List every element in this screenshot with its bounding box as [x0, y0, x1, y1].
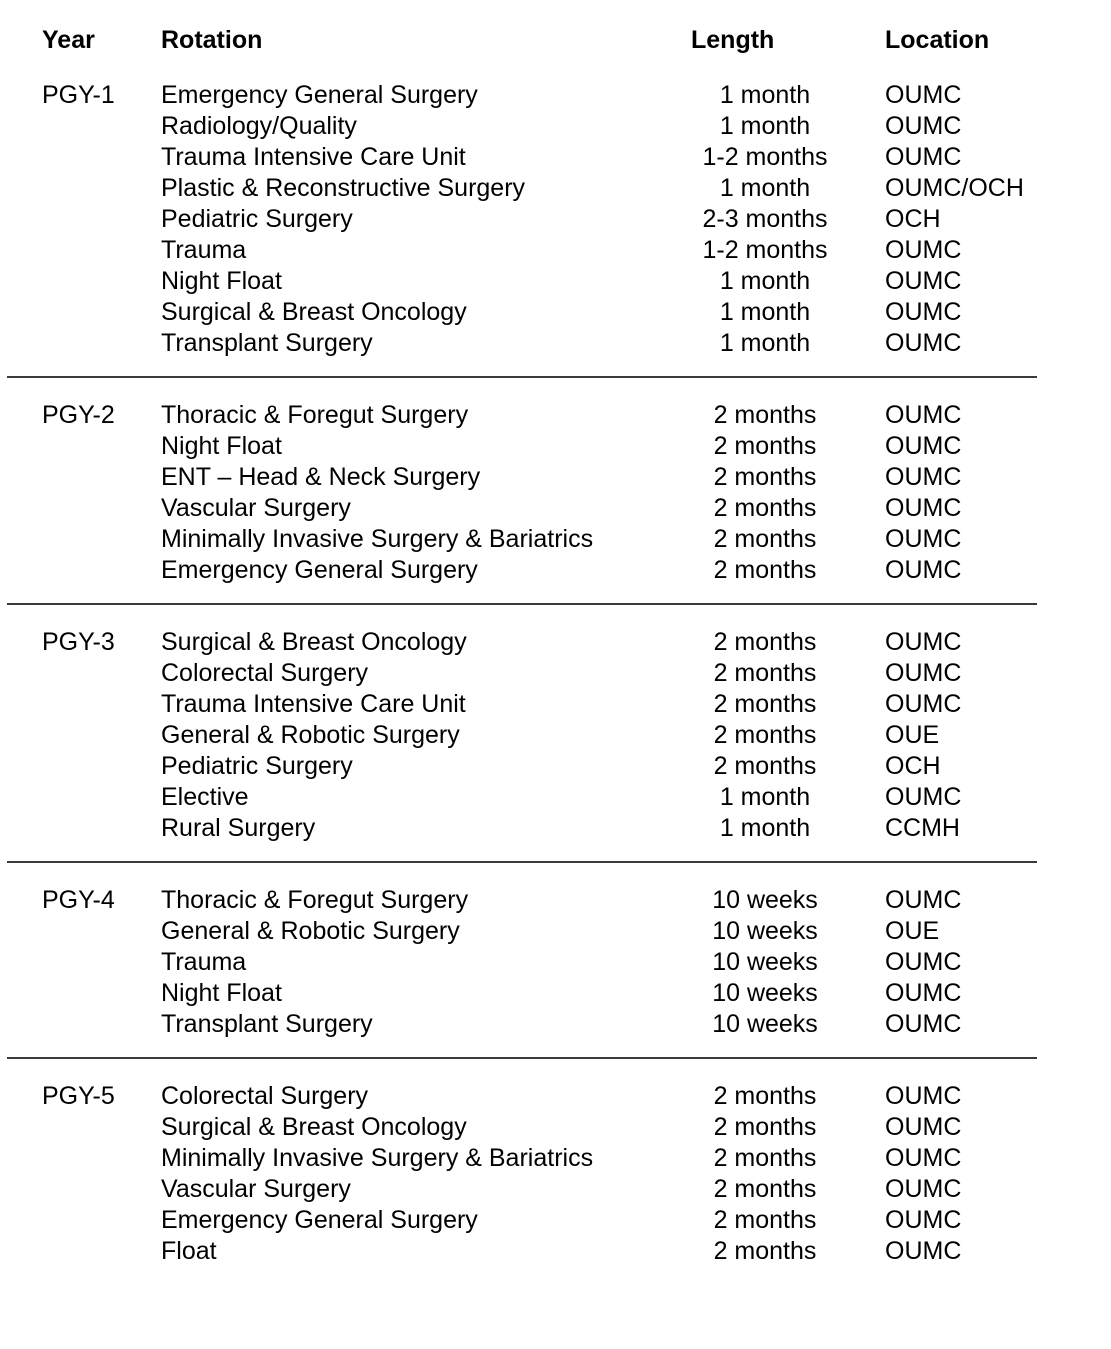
cell-location: OUMC [885, 463, 962, 491]
table-row [0, 885, 1111, 916]
cell-rotation: Surgical & Breast Oncology [161, 1113, 467, 1141]
cell-length: 1 month [719, 174, 811, 202]
cell-length: 1 month [719, 81, 811, 109]
table-row [0, 813, 1111, 844]
table-row [0, 978, 1111, 1009]
table-row [0, 947, 1111, 978]
table-row [0, 1174, 1111, 1205]
cell-location: OUMC [885, 1206, 962, 1234]
cell-rotation: Trauma Intensive Care Unit [161, 690, 466, 718]
table-row [0, 1143, 1111, 1174]
column-header-rotation: Rotation [161, 26, 263, 54]
column-header-location: Location [885, 26, 990, 54]
cell-length: 2 months [713, 1082, 817, 1110]
table-row [0, 142, 1111, 173]
table-row [0, 235, 1111, 266]
cell-rotation: Pediatric Surgery [161, 205, 353, 233]
cell-location: OUMC [885, 1010, 962, 1038]
cell-year: PGY-4 [42, 886, 115, 914]
cell-location: OCH [885, 752, 941, 780]
cell-location: OUMC [885, 1175, 962, 1203]
table-row [0, 204, 1111, 235]
cell-length: 1 month [719, 112, 811, 140]
cell-location: OUMC [885, 948, 962, 976]
table-row [0, 524, 1111, 555]
cell-rotation: Thoracic & Foregut Surgery [161, 886, 469, 914]
cell-length: 1-2 months [702, 143, 828, 171]
header-spacer [0, 68, 1111, 80]
cell-length: 10 weeks [712, 917, 818, 945]
cell-length: 2 months [713, 1237, 817, 1265]
cell-rotation: Minimally Invasive Surgery & Bariatrics [161, 1144, 594, 1172]
cell-location: OUMC [885, 783, 962, 811]
table-row [0, 1236, 1111, 1267]
group-gap [0, 1040, 1111, 1057]
year-group-pgy-3 [0, 627, 1111, 844]
cell-location: CCMH [885, 814, 960, 842]
column-header-length: Length [691, 26, 775, 54]
cell-length: 2 months [713, 1175, 817, 1203]
cell-location: OUMC [885, 143, 962, 171]
cell-length: 2 months [713, 432, 817, 460]
group-gap [0, 605, 1111, 627]
cell-location: OUMC [885, 236, 962, 264]
cell-length: 2 months [713, 1206, 817, 1234]
cell-rotation: General & Robotic Surgery [161, 721, 460, 749]
table-row [0, 297, 1111, 328]
cell-length: 1 month [719, 329, 811, 357]
table-row [0, 266, 1111, 297]
cell-location: OUMC [885, 267, 962, 295]
cell-length: 2 months [713, 401, 817, 429]
cell-rotation: Pediatric Surgery [161, 752, 353, 780]
cell-location: OUMC [885, 1144, 962, 1172]
column-header-year: Year [42, 26, 95, 54]
cell-rotation: Colorectal Surgery [161, 659, 369, 687]
table-row [0, 916, 1111, 947]
table-row [0, 80, 1111, 111]
table-row [0, 462, 1111, 493]
cell-rotation: Night Float [161, 979, 282, 1007]
cell-length: 1 month [719, 267, 811, 295]
cell-rotation: Surgical & Breast Oncology [161, 628, 467, 656]
table-row [0, 1081, 1111, 1112]
cell-rotation: Trauma Intensive Care Unit [161, 143, 466, 171]
group-gap [0, 378, 1111, 400]
cell-year: PGY-2 [42, 401, 115, 429]
table-row [0, 689, 1111, 720]
table-row [0, 555, 1111, 586]
cell-location: OUMC/OCH [885, 174, 1024, 202]
cell-length: 10 weeks [712, 979, 818, 1007]
cell-year: PGY-3 [42, 628, 115, 656]
cell-rotation: Rural Surgery [161, 814, 316, 842]
table-row [0, 782, 1111, 813]
cell-location: OUMC [885, 494, 962, 522]
table-row [0, 658, 1111, 689]
cell-location: OUMC [885, 81, 962, 109]
cell-rotation: Transplant Surgery [161, 329, 373, 357]
table-row [0, 627, 1111, 658]
group-gap [0, 586, 1111, 603]
cell-rotation: Trauma [161, 948, 247, 976]
cell-rotation: General & Robotic Surgery [161, 917, 460, 945]
cell-length: 1-2 months [702, 236, 828, 264]
cell-length: 2-3 months [702, 205, 828, 233]
cell-location: OUMC [885, 886, 962, 914]
cell-rotation: Emergency General Surgery [161, 556, 478, 584]
cell-location: OUE [885, 721, 940, 749]
cell-location: OUMC [885, 556, 962, 584]
cell-rotation: Transplant Surgery [161, 1010, 373, 1038]
cell-rotation: Vascular Surgery [161, 494, 351, 522]
cell-location: OUMC [885, 112, 962, 140]
year-group-pgy-2 [0, 400, 1111, 586]
cell-rotation: Vascular Surgery [161, 1175, 351, 1203]
cell-location: OUMC [885, 1237, 962, 1265]
cell-year: PGY-1 [42, 81, 115, 109]
cell-length: 2 months [713, 556, 817, 584]
cell-rotation: Elective [161, 783, 249, 811]
table-header-row [0, 0, 1111, 68]
cell-location: OUE [885, 917, 940, 945]
cell-rotation: Surgical & Breast Oncology [161, 298, 467, 326]
cell-length: 10 weeks [712, 948, 818, 976]
cell-length: 2 months [713, 752, 817, 780]
cell-length: 1 month [719, 814, 811, 842]
cell-location: OUMC [885, 401, 962, 429]
year-group-pgy-4 [0, 885, 1111, 1040]
year-group-pgy-5 [0, 1081, 1111, 1267]
table-row [0, 400, 1111, 431]
table-row [0, 720, 1111, 751]
cell-length: 2 months [713, 525, 817, 553]
cell-location: OUMC [885, 1082, 962, 1110]
cell-length: 2 months [713, 1144, 817, 1172]
cell-rotation: Trauma [161, 236, 247, 264]
cell-length: 1 month [719, 783, 811, 811]
cell-rotation: Night Float [161, 267, 282, 295]
cell-location: OUMC [885, 628, 962, 656]
cell-rotation: Colorectal Surgery [161, 1082, 369, 1110]
cell-length: 10 weeks [712, 886, 818, 914]
table-row [0, 1112, 1111, 1143]
cell-location: OUMC [885, 690, 962, 718]
cell-length: 2 months [713, 628, 817, 656]
cell-length: 1 month [719, 298, 811, 326]
cell-length: 2 months [713, 690, 817, 718]
table-row [0, 1009, 1111, 1040]
cell-location: OUMC [885, 659, 962, 687]
cell-length: 2 months [713, 659, 817, 687]
cell-rotation: Float [161, 1237, 217, 1265]
cell-length: 10 weeks [712, 1010, 818, 1038]
year-group-pgy-1 [0, 80, 1111, 359]
cell-rotation: Emergency General Surgery [161, 81, 478, 109]
cell-length: 2 months [713, 721, 817, 749]
group-gap [0, 359, 1111, 376]
group-gap [0, 863, 1111, 885]
cell-rotation: Emergency General Surgery [161, 1206, 478, 1234]
cell-location: OUMC [885, 1113, 962, 1141]
cell-length: 2 months [713, 463, 817, 491]
cell-rotation: Thoracic & Foregut Surgery [161, 401, 469, 429]
table-row [0, 493, 1111, 524]
table-row [0, 1205, 1111, 1236]
cell-location: OUMC [885, 432, 962, 460]
group-gap [0, 1059, 1111, 1081]
table-row [0, 111, 1111, 142]
cell-length: 2 months [713, 1113, 817, 1141]
cell-length: 2 months [713, 494, 817, 522]
cell-location: OUMC [885, 298, 962, 326]
cell-location: OUMC [885, 979, 962, 1007]
cell-location: OCH [885, 205, 941, 233]
cell-year: PGY-5 [42, 1082, 115, 1110]
table-body [0, 80, 1111, 1267]
group-gap [0, 844, 1111, 861]
table-row [0, 751, 1111, 782]
cell-rotation: ENT – Head & Neck Surgery [161, 463, 481, 491]
cell-rotation: Night Float [161, 432, 282, 460]
cell-rotation: Minimally Invasive Surgery & Bariatrics [161, 525, 594, 553]
cell-rotation: Plastic & Reconstructive Surgery [161, 174, 526, 202]
table-row [0, 431, 1111, 462]
cell-rotation: Radiology/Quality [161, 112, 357, 140]
table-row [0, 328, 1111, 359]
cell-location: OUMC [885, 525, 962, 553]
cell-location: OUMC [885, 329, 962, 357]
table-row [0, 173, 1111, 204]
